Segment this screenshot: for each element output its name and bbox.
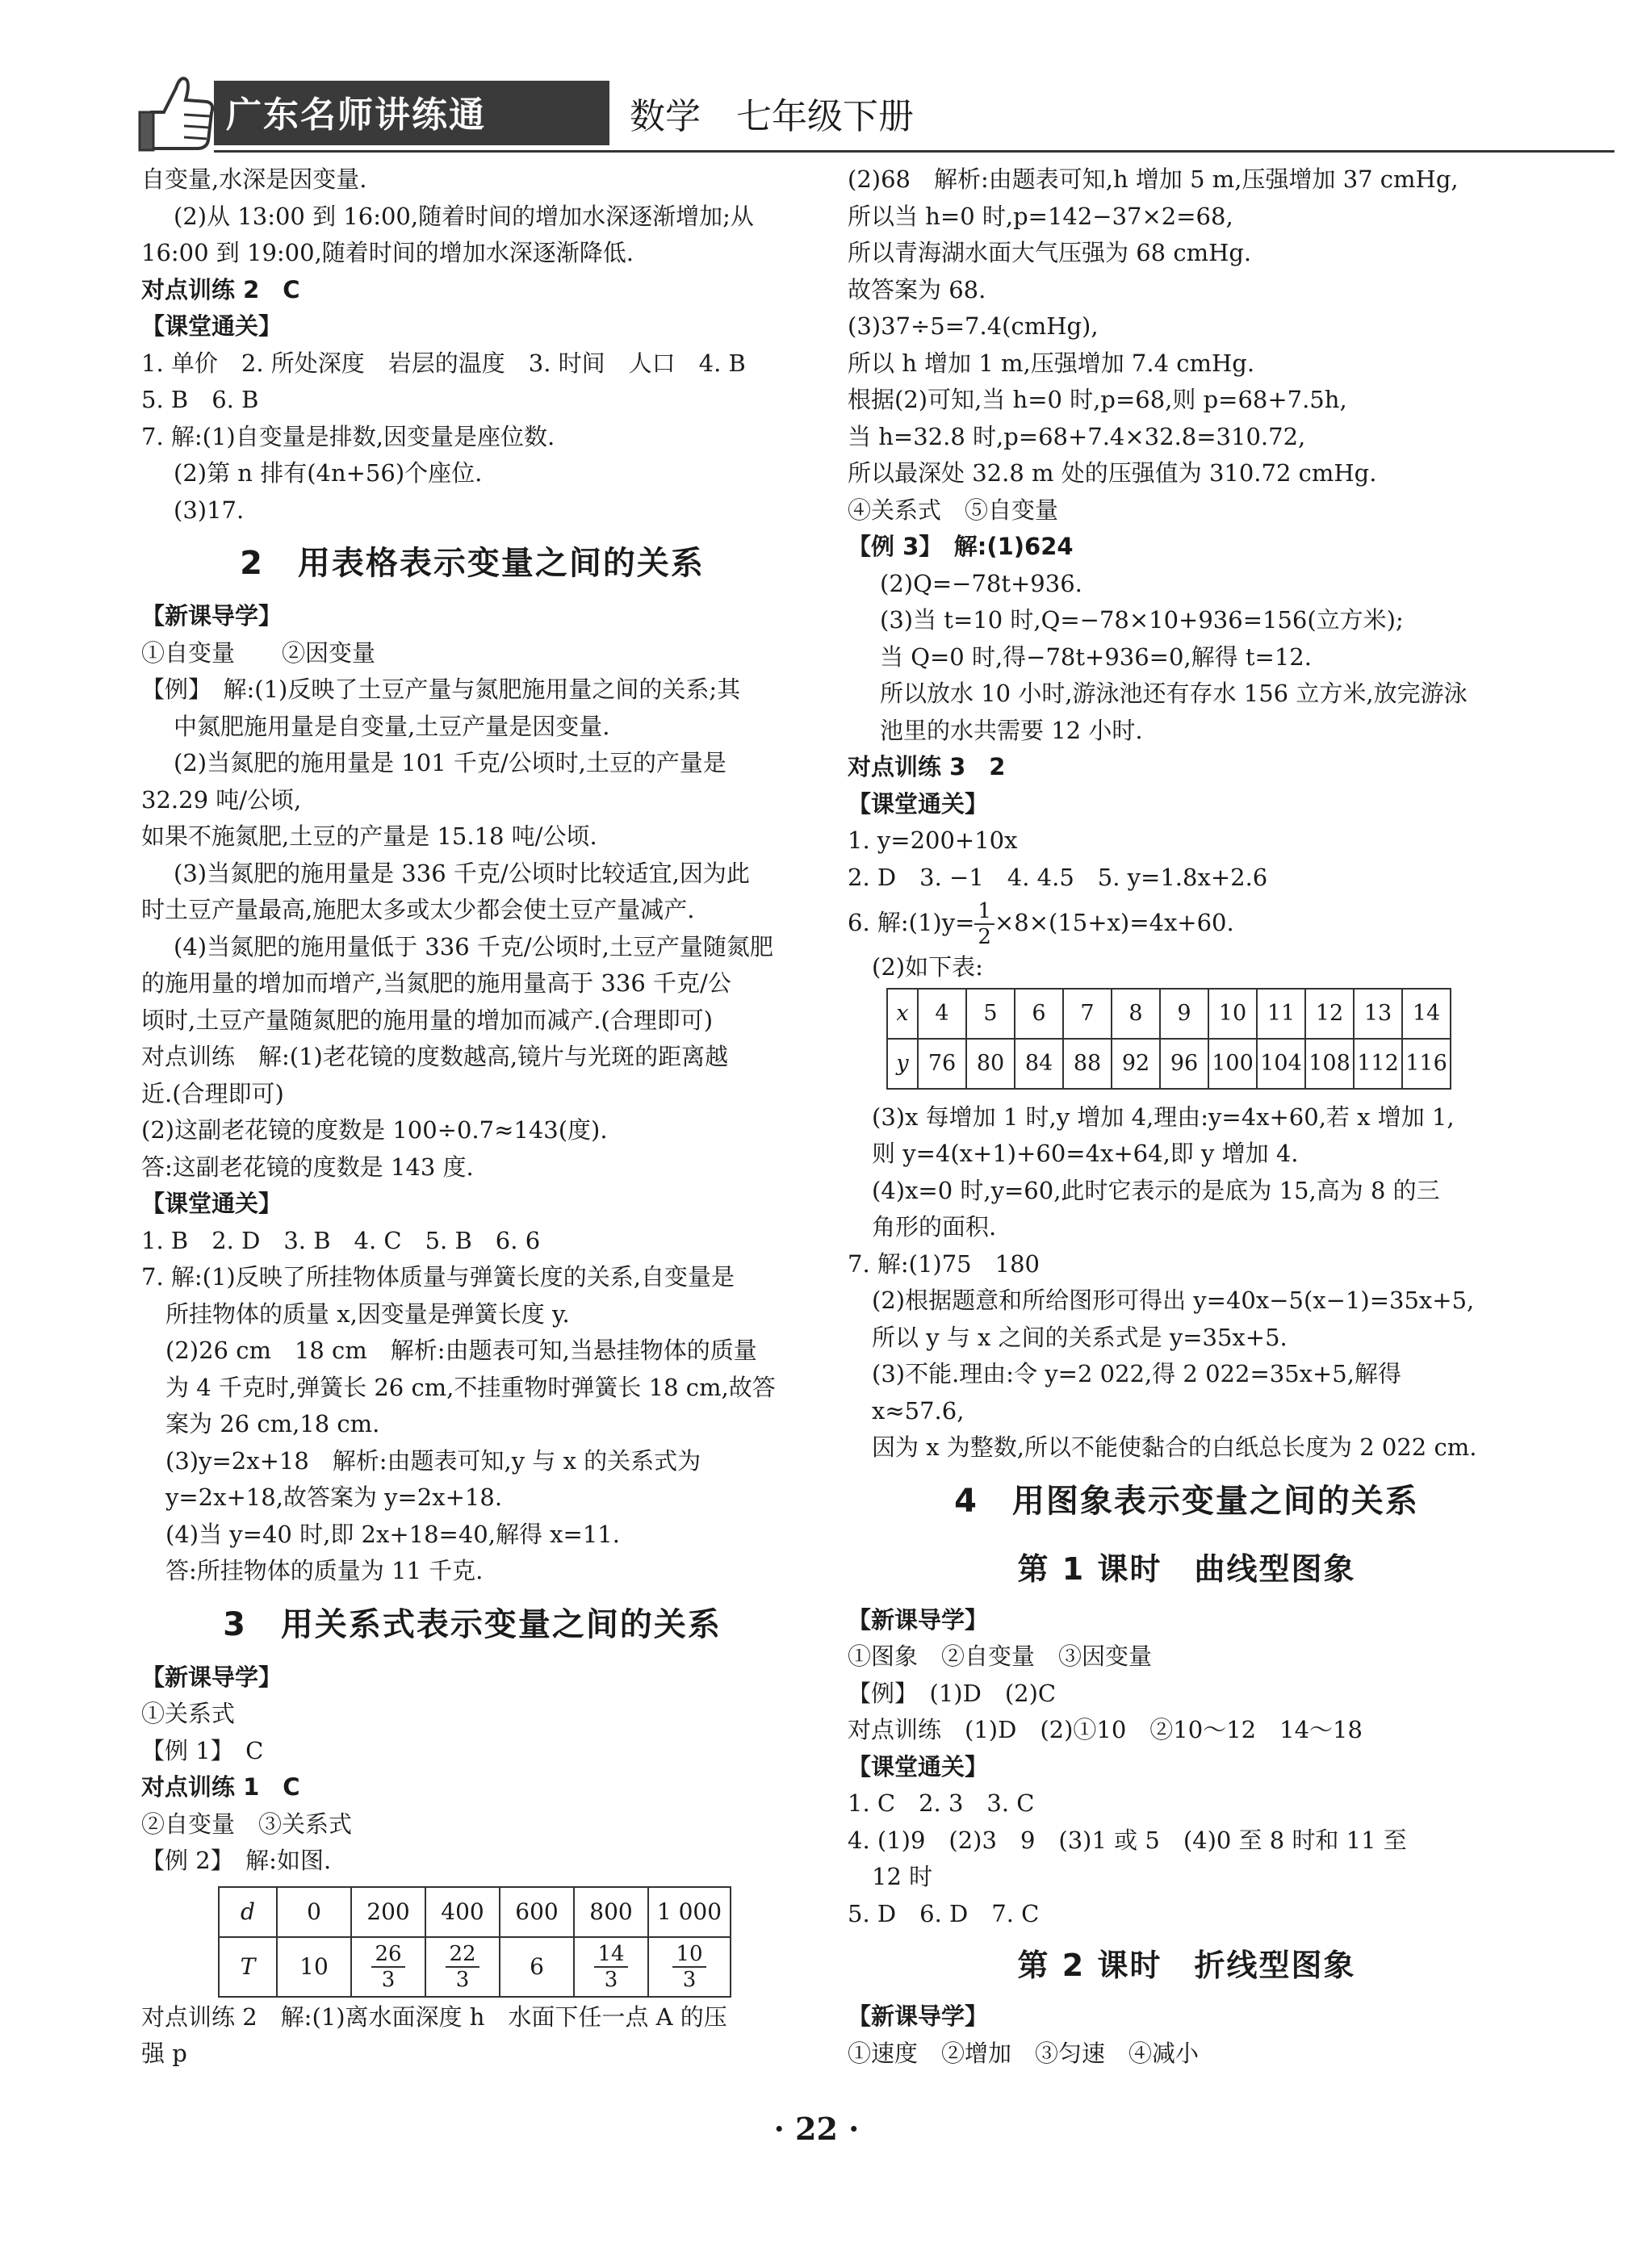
- text-line: 中氮肥施用量是自变量,土豆产量是因变量.: [174, 712, 610, 740]
- table-cell: 7: [1063, 989, 1112, 1039]
- text-line: (2)从 13:00 到 16:00,随着时间的增加水深逐渐增加;从: [174, 202, 754, 230]
- text-line: 自变量,水深是因变量.: [141, 165, 367, 193]
- chapter-heading: 4 用图象表示变量之间的关系: [954, 1482, 1419, 1520]
- text-line: 所以青海湖水面大气压强为 68 cmHg.: [848, 239, 1252, 266]
- text-line: 所以放水 10 小时,游泳池还有存水 156 立方米,放完游泳: [880, 680, 1468, 707]
- text-line: 因为 x 为整数,所以不能使黏合的白纸总长度为 2 022 cm.: [872, 1433, 1477, 1461]
- table-cell: 6: [500, 1937, 574, 1997]
- text-line: 答:这副老花镜的度数是 143 度.: [141, 1153, 474, 1181]
- section-label: 【课堂通关】: [141, 312, 283, 340]
- text-line: 6. 解:(1)y= $\frac{1}{2}$ ×8×(15+x)=4x+60.: [848, 899, 1234, 949]
- text-line: ①自变量 ②因变量: [141, 638, 376, 667]
- text-line: 答:所挂物体的质量为 11 千克.: [165, 1557, 484, 1584]
- text-line: (2)26 cm 18 cm 解析:由题表可知,当悬挂物体的质量: [165, 1337, 757, 1364]
- section-label: 【课堂通关】: [848, 1752, 989, 1781]
- text-line: 1. B 2. D 3. B 4. C 5. B 6. 6: [141, 1226, 541, 1254]
- text-line: 对点训练 2 解:(1)离水面深度 h 水面下任一点 A 的压: [141, 2002, 727, 2031]
- text-line: 【例】 解:(1)反映了土豆产量与氮肥施用量之间的关系;其: [141, 676, 741, 703]
- section-label: 【新课导学】: [141, 1663, 283, 1691]
- text-line: 所以 h 增加 1 m,压强增加 7.4 cmHg.: [848, 349, 1255, 377]
- text-line: (4)x=0 时,y=60,此时它表示的是底为 15,高为 8 的三: [872, 1176, 1440, 1204]
- text-line: 近.(合理即可): [141, 1079, 284, 1107]
- text-line: 【例 3】 解:(1)624: [848, 533, 1074, 560]
- table-cell: [574, 1937, 648, 1997]
- table-cell: 400: [425, 1887, 500, 1937]
- table-cell: 76: [918, 1039, 966, 1089]
- fraction: $\frac{14}{3}$: [594, 1942, 627, 1992]
- text-line: ④关系式 ⑤自变量: [848, 496, 1059, 524]
- text-line: 【例】 (1)D (2)C: [848, 1679, 1057, 1707]
- text-line: 案为 26 cm,18 cm.: [165, 1410, 380, 1437]
- section-label: 【课堂通关】: [141, 1190, 283, 1217]
- text-line: (2)这副老花镜的度数是 100÷0.7≈143(度).: [141, 1116, 608, 1144]
- text-line: 1. y=200+10x: [848, 826, 1018, 854]
- table-cell: 600: [500, 1887, 574, 1937]
- text-line: (2)当氮肥的施用量是 101 千克/公顷时,土豆的产量是: [174, 749, 726, 776]
- text-line: 32.29 吨/公顷,: [141, 785, 302, 814]
- table-cell: 12: [1305, 989, 1354, 1039]
- table-cell: 9: [1160, 989, 1208, 1039]
- table-cell: [425, 1937, 500, 1997]
- lesson-heading: 第 2 课时 折线型图象: [1017, 1948, 1356, 1983]
- chapter-heading: 2 用表格表示变量之间的关系: [240, 545, 705, 582]
- table-cell: T: [219, 1937, 277, 1997]
- fraction: $\frac{26}{3}$: [371, 1942, 404, 1992]
- text-line: 的施用量的增加而增产,当氮肥的施用量高于 336 千克/公: [141, 969, 731, 997]
- table-cell: 10: [1208, 989, 1257, 1039]
- text-line: x≈57.6,: [872, 1396, 965, 1425]
- text-line: 如果不施氮肥,土豆的产量是 15.18 吨/公顷.: [141, 822, 597, 850]
- text-line: 16:00 到 19:00,随着时间的增加水深逐渐降低.: [141, 239, 634, 266]
- section-label: 【课堂通关】: [848, 789, 989, 818]
- text-line: 角形的面积.: [872, 1213, 997, 1241]
- table-cell: 200: [351, 1887, 425, 1937]
- chapter-heading: 3 用关系式表示变量之间的关系: [223, 1605, 722, 1643]
- table-cell: 10: [277, 1937, 351, 1997]
- table-cell: 4: [918, 989, 966, 1039]
- text-line: (4)当 y=40 时,即 2x+18=40,解得 x=11.: [165, 1520, 620, 1548]
- text-line: (3)17.: [174, 496, 245, 524]
- table-cell: [648, 1937, 731, 1997]
- text-line: 1. 单价 2. 所处深度 岩层的温度 3. 时间 人口 4. B: [141, 349, 746, 377]
- text-line: (3)不能.理由:令 y=2 022,得 2 022=35x+5,解得: [872, 1360, 1401, 1387]
- fraction: $\frac{1}{2}$: [974, 899, 994, 949]
- text-line: 【例 2】 解:如图.: [141, 1847, 332, 1874]
- table-cell: 88: [1063, 1039, 1112, 1089]
- table-cell: 8: [1112, 989, 1160, 1039]
- text-line: 根据(2)可知,当 h=0 时,p=68,则 p=68+7.5h,: [848, 386, 1347, 413]
- text-line: 时土豆产量最高,施肥太多或太少都会使土豆产量减产.: [141, 896, 695, 923]
- text-line: ①速度 ②增加 ③匀速 ④减小: [848, 2039, 1200, 2067]
- table-cell: 1 000: [648, 1887, 731, 1937]
- text-line: (3)y=2x+18 解析:由题表可知,y 与 x 的关系式为: [165, 1446, 701, 1475]
- text-line: 7. 解:(1)75 180: [848, 1249, 1040, 1278]
- text-line: ②自变量 ③关系式: [141, 1810, 353, 1838]
- page-header: [137, 81, 1614, 155]
- text-line: 【例 1】 C: [141, 1736, 264, 1764]
- lesson-heading: 第 1 课时 曲线型图象: [1017, 1550, 1356, 1587]
- text-line: 对点训练 3 2: [848, 753, 1006, 780]
- fraction: $\frac{22}{3}$: [446, 1942, 479, 1992]
- text-line: 对点训练 (1)D (2)①10 ②10～12 14～18: [848, 1716, 1363, 1743]
- text-line: (3)x 每增加 1 时,y 增加 4,理由:y=4x+60,若 x 增加 1,: [872, 1103, 1455, 1131]
- table-cell: 96: [1160, 1039, 1208, 1089]
- table-cell: d: [219, 1887, 277, 1937]
- table-cell: 800: [574, 1887, 648, 1937]
- table-cell: 13: [1354, 989, 1402, 1039]
- text-line: (2)第 n 排有(4n+56)个座位.: [174, 459, 483, 487]
- table-cell: 116: [1402, 1039, 1451, 1089]
- table-cell: 108: [1305, 1039, 1354, 1089]
- text-line: 当 h=32.8 时,p=68+7.4×32.8=310.72,: [848, 422, 1306, 450]
- table-cell: 11: [1257, 989, 1305, 1039]
- fraction: $\frac{10}{3}$: [672, 1942, 706, 1992]
- text-line: 强 p: [141, 2040, 187, 2067]
- text-line: 12 时: [872, 1863, 933, 1890]
- d-T-table-wrap: [141, 1880, 803, 1999]
- text-line: 池里的水共需要 12 小时.: [880, 716, 1143, 744]
- section-label: 【新课导学】: [848, 2002, 989, 2030]
- table-cell: 6: [1015, 989, 1063, 1039]
- table-cell: 100: [1208, 1039, 1257, 1089]
- text-line: (2)Q=−78t+936.: [880, 569, 1082, 597]
- table-cell: 112: [1354, 1039, 1402, 1089]
- text-line: 对点训练 解:(1)老花镜的度数越高,镜片与光斑的距离越: [141, 1043, 729, 1070]
- text-line: 对点训练 2 C: [141, 275, 300, 303]
- right-column: [848, 161, 1526, 2072]
- text-line: 所挂物体的质量 x,因变量是弹簧长度 y.: [165, 1299, 570, 1328]
- text-line: 为 4 千克时,弹簧长 26 cm,不挂重物时弹簧长 18 cm,故答: [165, 1373, 776, 1401]
- text-line: (3)当 t=10 时,Q=−78×10+936=156(立方米);: [880, 606, 1404, 634]
- text-line: (3)37÷5=7.4(cmHg),: [848, 312, 1099, 340]
- header-underline: [214, 150, 1614, 153]
- text-line: 5. B 6. B: [141, 386, 259, 413]
- text-line: 所以 y 与 x 之间的关系式是 y=35x+5.: [872, 1323, 1288, 1351]
- table-cell: 80: [966, 1039, 1015, 1089]
- text-line: 2. D 3. −1 4. 4.5 5. y=1.8x+2.6: [848, 863, 1268, 891]
- text-line: 所以当 h=0 时,p=142−37×2=68,: [848, 202, 1233, 230]
- series-title: 广东名师讲练通: [226, 94, 486, 136]
- d-T-table: [218, 1886, 731, 1998]
- left-column: [141, 161, 803, 2073]
- table-cell: 92: [1112, 1039, 1160, 1089]
- text-line: 所以最深处 32.8 m 处的压强值为 310.72 cmHg.: [848, 459, 1377, 487]
- text-line: 1. C 2. 3 3. C: [848, 1789, 1035, 1817]
- text-line: (2)如下表:: [872, 953, 983, 981]
- text-line: 当 Q=0 时,得−78t+936=0,解得 t=12.: [880, 642, 1312, 671]
- book-title: 数学 七年级下册: [630, 96, 914, 137]
- text-line: (4)当氮肥的施用量低于 336 千克/公顷时,土豆产量随氮肥: [174, 932, 773, 960]
- table-cell: 5: [966, 989, 1015, 1039]
- x-y-table: [886, 988, 1451, 1090]
- table-cell: [351, 1937, 425, 1997]
- text-line: 4. (1)9 (2)3 9 (3)1 或 5 (4)0 至 8 时和 11 至: [848, 1826, 1407, 1854]
- text-line: 对点训练 1 C: [141, 1773, 300, 1801]
- table-cell: 104: [1257, 1039, 1305, 1089]
- table-cell: 84: [1015, 1039, 1063, 1089]
- table-cell: 14: [1402, 989, 1451, 1039]
- text-line: (2)根据题意和所给图形可得出 y=40x−5(x−1)=35x+5,: [872, 1287, 1475, 1314]
- text-line: ①图象 ②自变量 ③因变量: [848, 1642, 1153, 1670]
- table-cell: 0: [277, 1887, 351, 1937]
- table-cell: y: [887, 1039, 918, 1089]
- text-line: 7. 解:(1)反映了所挂物体质量与弹簧长度的关系,自变量是: [141, 1263, 735, 1291]
- table-cell: x: [887, 989, 918, 1039]
- x-y-table-wrap: [848, 986, 1526, 1099]
- text-line: 5. D 6. D 7. C: [848, 1899, 1040, 1927]
- section-label: 【新课导学】: [141, 602, 283, 630]
- page-number: · 22 ·: [773, 2111, 860, 2147]
- text-line: 则 y=4(x+1)+60=4x+64,即 y 增加 4.: [872, 1140, 1299, 1167]
- text-line: (3)当氮肥的施用量是 336 千克/公顷时比较适宜,因为此: [174, 859, 750, 887]
- text-line: 顷时,土豆产量随氮肥的施用量的增加而减产.(合理即可): [141, 1006, 714, 1034]
- text-line: 7. 解:(1)自变量是排数,因变量是座位数.: [141, 422, 555, 450]
- text-line: y=2x+18,故答案为 y=2x+18.: [165, 1483, 503, 1511]
- text-line: ①关系式: [141, 1700, 236, 1727]
- text-line: 故答案为 68.: [848, 275, 986, 303]
- text-line: (2)68 解析:由题表可知,h 增加 5 m,压强增加 37 cmHg,: [848, 165, 1459, 193]
- section-label: 【新课导学】: [848, 1605, 989, 1634]
